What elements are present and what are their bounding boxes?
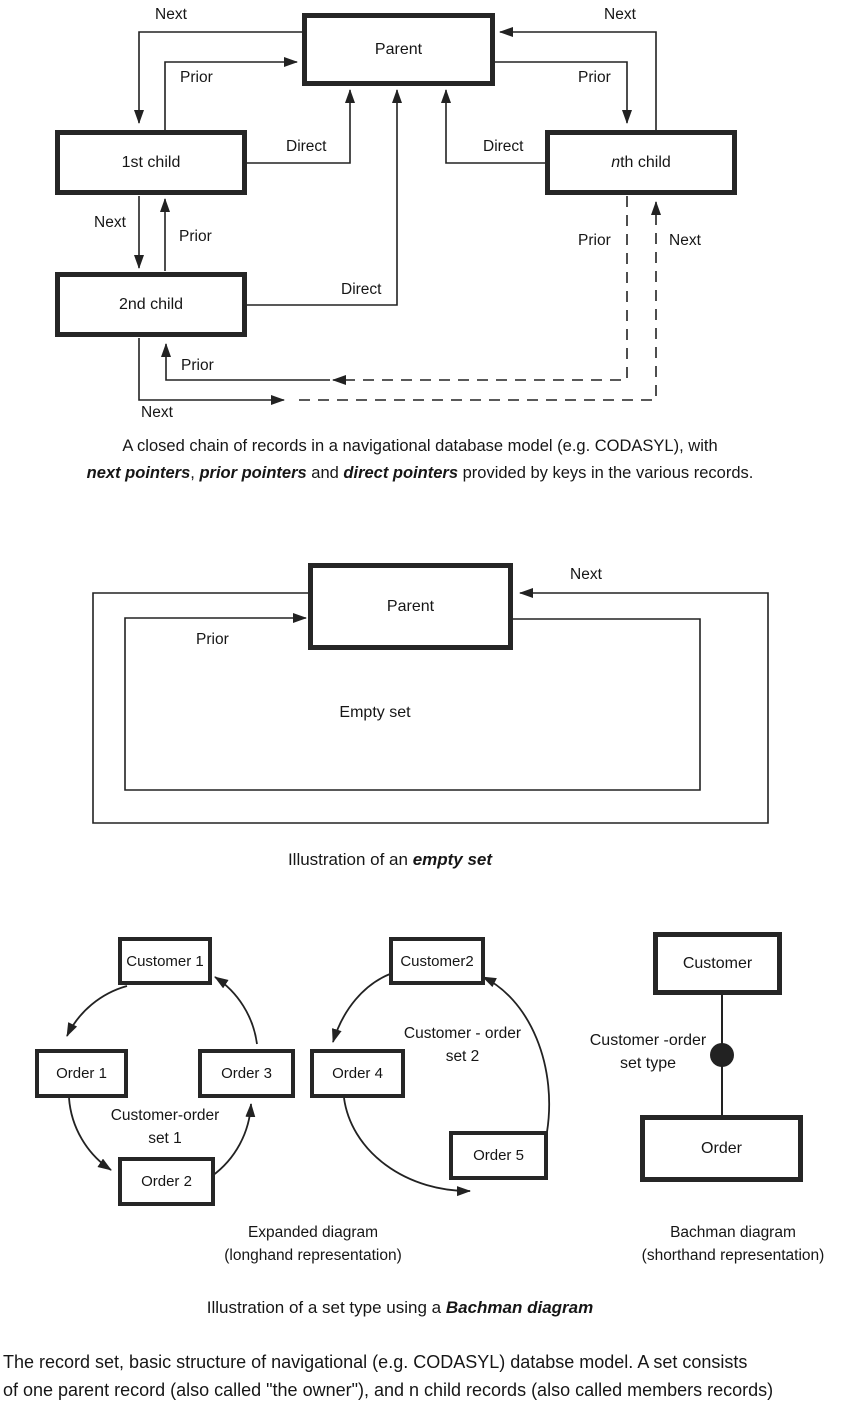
set1-label [99, 1104, 231, 1150]
label-next-bottom: Next [141, 404, 173, 421]
set2-customer2-label: Customer2 [400, 952, 474, 970]
arc-customer1-to-order1 [67, 986, 127, 1036]
record-box-nth-child [545, 130, 737, 195]
record-box-nth-child-n: n [611, 153, 621, 171]
bachman-set-type-line1: Customer -order [589, 1032, 707, 1049]
caption-sep2: and [306, 464, 344, 482]
set-type-caption-prefix: Illustration of a set type using a [206, 1298, 446, 1317]
record-box-parent [302, 13, 495, 86]
set2-order4-box [310, 1049, 405, 1098]
set1-order3-box [198, 1049, 295, 1098]
caption-prior-pointers: prior pointers [199, 464, 307, 482]
set1-order1-box [35, 1049, 128, 1098]
set2-order5-label: Order 5 [473, 1147, 524, 1164]
caption-direct-pointers: direct pointers [343, 464, 459, 482]
record-box-second-child [55, 272, 247, 337]
bachman-order-label: Order [701, 1139, 742, 1157]
record-box-parent-label: Parent [374, 40, 423, 58]
footer-line2: of one parent record (also called "the owner"), and n child records (also called members records) [3, 1379, 774, 1400]
bachman-set-type-label [583, 1029, 713, 1075]
label-prior-top-right: Prior [578, 69, 611, 86]
bachman-set-type-line2: set type [619, 1055, 677, 1072]
bachman-set-dot-icon [710, 1043, 734, 1067]
set1-label-line2: set 1 [148, 1130, 182, 1147]
expanded-diagram-caption-line2: (longhand representation) [224, 1247, 402, 1264]
arc-customer2-to-order4 [333, 974, 390, 1042]
set1-customer1-box [118, 937, 212, 985]
label-next-mid: Next [94, 214, 126, 231]
label-prior-bottom: Prior [181, 357, 214, 374]
record-box-first-child-label: 1st child [121, 153, 181, 171]
bachman-order-box [640, 1115, 803, 1182]
bachman-diagram-caption [633, 1221, 833, 1267]
expanded-diagram-caption [213, 1221, 413, 1267]
bachman-diagram-caption-line1: Bachman diagram [670, 1224, 796, 1241]
set2-label [396, 1022, 529, 1068]
arc-order3-to-customer1 [215, 977, 257, 1044]
set1-label-line1: Customer-order [110, 1107, 220, 1124]
label-empty-set-prior: Prior [196, 631, 229, 648]
label-prior-top-left: Prior [180, 69, 213, 86]
set1-order2-box [118, 1157, 215, 1206]
empty-set-caption [0, 846, 780, 873]
set2-customer2-box [389, 937, 485, 985]
caption-next-pointers: next pointers [86, 464, 191, 482]
label-direct-left: Direct [286, 138, 327, 155]
closed-chain-caption-line2 [0, 460, 840, 487]
set2-order4-label: Order 4 [332, 1065, 383, 1082]
label-empty-set-next: Next [570, 566, 602, 583]
record-box-first-child [55, 130, 247, 195]
set2-order5-box [449, 1131, 548, 1180]
empty-set-label: Empty set [339, 704, 411, 721]
empty-set-caption-bold: empty set [412, 850, 493, 869]
caption-tail: provided by keys in the various records. [458, 464, 754, 482]
footer-paragraph [3, 1349, 849, 1404]
expanded-diagram-caption-line1: Expanded diagram [247, 1224, 379, 1241]
label-prior-mid: Prior [179, 228, 212, 245]
set1-order2-label: Order 2 [141, 1173, 192, 1190]
label-direct-bottom: Direct [341, 281, 382, 298]
footer-line1: The record set, basic structure of navigational (e.g. CODASYL) databse model. A set consists [3, 1352, 748, 1372]
set2-label-line1: Customer - order [403, 1025, 522, 1042]
label-next-dashed: Next [669, 232, 701, 249]
bachman-customer-label: Customer [682, 954, 753, 972]
caption-sep1: , [190, 464, 200, 482]
empty-set-parent-box [308, 563, 513, 650]
set-type-caption-bold: Bachman diagram [445, 1298, 594, 1317]
empty-set-parent-label: Parent [386, 597, 435, 615]
bachman-diagram-caption-line2: (shorthand representation) [641, 1247, 825, 1264]
label-next-top-left: Next [155, 6, 187, 23]
set2-label-line2: set 2 [445, 1048, 480, 1065]
set1-customer1-label: Customer 1 [126, 952, 204, 970]
closed-chain-caption [0, 433, 840, 487]
set1-order3-label: Order 3 [221, 1065, 272, 1082]
closed-chain-caption-line1: A closed chain of records in a navigational database model (e.g. CODASYL), with [122, 437, 718, 455]
label-prior-dashed: Prior [578, 232, 611, 249]
bachman-customer-box [653, 932, 782, 995]
record-box-nth-child-label: th child [620, 153, 671, 171]
set1-order1-label: Order 1 [56, 1065, 107, 1082]
record-box-second-child-label: 2nd child [118, 295, 184, 313]
empty-set-caption-prefix: Illustration of an [287, 850, 413, 869]
label-next-top-right: Next [604, 6, 636, 23]
set-type-caption [0, 1294, 800, 1321]
direct-pointer-second-child-to-parent [246, 90, 397, 305]
next-pointer-parent-to-first-child [139, 32, 302, 123]
label-direct-right: Direct [483, 138, 524, 155]
